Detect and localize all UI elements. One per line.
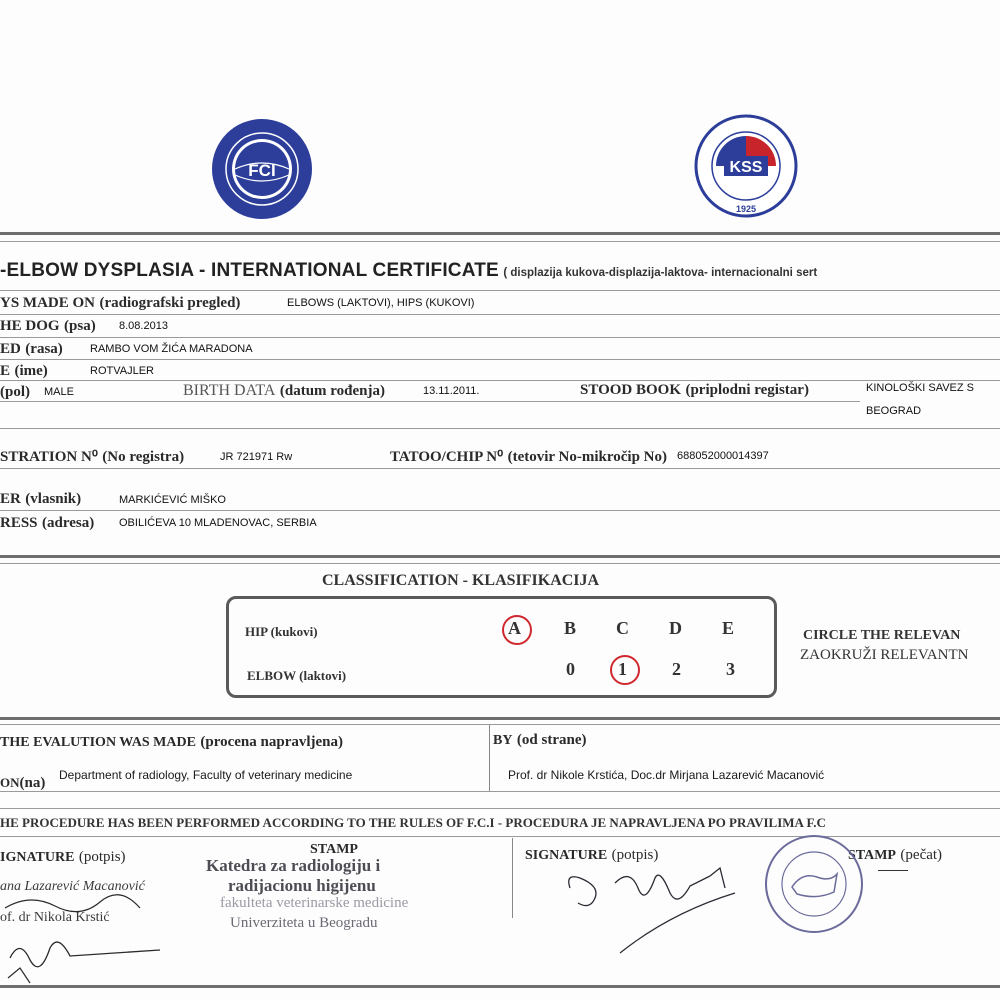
chip-sub: (tetovir No-mikročip No) [507, 449, 667, 465]
title-sub: ( displazija kukova-displazija-laktova- internacionalni sert [503, 267, 818, 279]
procedure-statement: HE PROCEDURE HAS BEEN PERFORMED ACCORDING TO THE RULES OF F.C.I - PROCEDURA JE NAPRAVLJENA PO PRAVILIMA F.C [0, 815, 826, 830]
reg-label: STRATION N⁰ [0, 449, 98, 465]
elbow-grade-2[interactable]: 2 [672, 659, 681, 679]
top-border [0, 232, 1000, 235]
by-row [493, 731, 586, 749]
name-value: ROTVAJLER [90, 365, 154, 377]
right-signature-label: SIGNATURE [525, 848, 608, 863]
right-stamp-sub: (pečat) [900, 847, 943, 863]
dog-label: HE DOG [0, 318, 60, 334]
name-row [0, 362, 48, 380]
xrays-label: YS MADE ON [0, 295, 96, 311]
hip-grade-a[interactable]: A [508, 618, 521, 638]
on-sub: (na) [19, 775, 46, 791]
sex-label: (pol) [0, 384, 30, 400]
where-sub: (procena napravljena) [200, 734, 344, 750]
breed-row [0, 340, 63, 358]
birth-row [183, 382, 385, 400]
reg-sub: (No registra) [102, 449, 185, 465]
signature-divider [512, 838, 513, 918]
kss-logo [694, 114, 798, 218]
birth-label: BIRTH DATA [183, 382, 276, 399]
stamp-dash [878, 870, 908, 871]
right-signature-sub: (potpis) [611, 847, 659, 863]
right-official-stamp [762, 832, 866, 936]
on-value: Department of radiology, Faculty of veterinary medicine [59, 768, 353, 782]
stud-label: STOOD BOOK [580, 382, 682, 398]
kss-year: 1925 [735, 204, 757, 214]
owner-value: MARKIĆEVIĆ MIŠKO [119, 494, 226, 506]
fci-center-text: FCI [248, 161, 276, 180]
where-row [0, 733, 343, 751]
left-handwritten-signature [0, 888, 220, 998]
xrays-sub: (radiografski pregled) [99, 295, 241, 311]
dog-row [0, 317, 96, 335]
sex-value: MALE [44, 386, 74, 398]
kss-center-text: KSS [729, 159, 763, 176]
stud-value-1: KINOLOŠKI SAVEZ S [866, 382, 974, 394]
evaluation-divider [489, 725, 490, 791]
elbow-grade-0[interactable]: 0 [566, 659, 575, 679]
elbow-selected-circle [610, 655, 640, 685]
stamp-line-4: Univerziteta u Beogradu [230, 915, 378, 931]
chip-value: 688052000014397 [677, 450, 769, 462]
name-sub: (ime) [14, 363, 48, 379]
stud-row [580, 381, 809, 399]
certificate-title [0, 260, 817, 282]
chip-row [390, 447, 667, 466]
address-label: RESS [0, 515, 38, 531]
stamp-line-1: Katedra za radiologiju i [206, 856, 381, 875]
on-row [0, 774, 45, 792]
sex-row [0, 383, 30, 401]
elbow-label: ELBOW (laktovi) [247, 668, 347, 683]
left-signer-name-1: ana Lazarević Macanović [0, 879, 145, 894]
reg-row [0, 447, 184, 466]
xrays-value: ELBOWS (LAKTOVI), HIPS (KUKOVI) [287, 297, 475, 309]
by-value: Prof. dr Nikole Krstića, Doc.dr Mirjana Lazarević Macanović [508, 768, 825, 782]
dog-sub: (psa) [64, 318, 96, 334]
right-stamp-label: STAMP [848, 848, 896, 863]
breed-sub: (rasa) [25, 341, 63, 357]
stamp-line-2: radijacionu higijenu [228, 876, 376, 895]
hip-selected-circle [502, 615, 532, 645]
name-label: E [0, 363, 11, 379]
elbow-grade-1[interactable]: 1 [618, 659, 627, 679]
where-label: THE EVALUTION WAS MADE [0, 735, 196, 750]
instruction-line-2: ZAOKRUŽI RELEVANTN [800, 647, 969, 663]
top-border-inner [0, 241, 1000, 242]
owner-label: ER [0, 491, 21, 507]
left-signer-name-2: of. dr Nikola Krstić [0, 910, 110, 925]
hip-label: HIP (kukovi) [245, 624, 318, 639]
hip-grade-e[interactable]: E [722, 618, 735, 638]
right-handwritten-signature [560, 858, 770, 968]
stamp-line-3: fakulteta veterinarske medicine [220, 895, 409, 911]
left-stamp-label: STAMP [310, 842, 358, 857]
instruction-line-1: CIRCLE THE RELEVAN [803, 628, 961, 643]
on-label: ON [0, 775, 20, 790]
stud-sub: (priplodni registar) [685, 382, 809, 398]
address-sub: (adresa) [41, 515, 95, 531]
dog-value: 8.08.2013 [119, 320, 168, 332]
fci-logo [210, 117, 314, 221]
breed-value: RAMBO VOM ŽIĆA MARADONA [90, 343, 253, 355]
chip-label: TATOO/CHIP N⁰ [390, 449, 504, 465]
breed-label: ED [0, 341, 21, 357]
xrays-row [0, 294, 240, 312]
title-main: -ELBOW DYSPLASIA - INTERNATIONAL CERTIFICATE [0, 260, 499, 281]
birth-sub: (datum rođenja) [279, 383, 386, 399]
left-signature-label-row [0, 848, 126, 866]
hip-grade-b[interactable]: B [564, 618, 577, 638]
address-row [0, 514, 94, 532]
birth-value: 13.11.2011. [423, 385, 480, 397]
elbow-grade-3[interactable]: 3 [726, 659, 735, 679]
reg-value: JR 721971 Rw [220, 451, 293, 463]
by-sub: (od strane) [516, 732, 587, 748]
classification-title: CLASSIFICATION - KLASIFIKACIJA [322, 572, 600, 589]
by-label: BY [493, 733, 513, 748]
stud-value-2: BEOGRAD [866, 405, 922, 417]
left-signature-label: IGNATURE [0, 850, 75, 865]
owner-row [0, 490, 81, 508]
left-signature-sub: (potpis) [78, 849, 126, 865]
owner-sub: (vlasnik) [25, 491, 82, 507]
address-value: OBILIĆEVA 10 MLADENOVAC, SERBIA [119, 517, 317, 529]
hip-grade-c[interactable]: C [616, 618, 629, 638]
hip-grade-d[interactable]: D [669, 618, 682, 638]
